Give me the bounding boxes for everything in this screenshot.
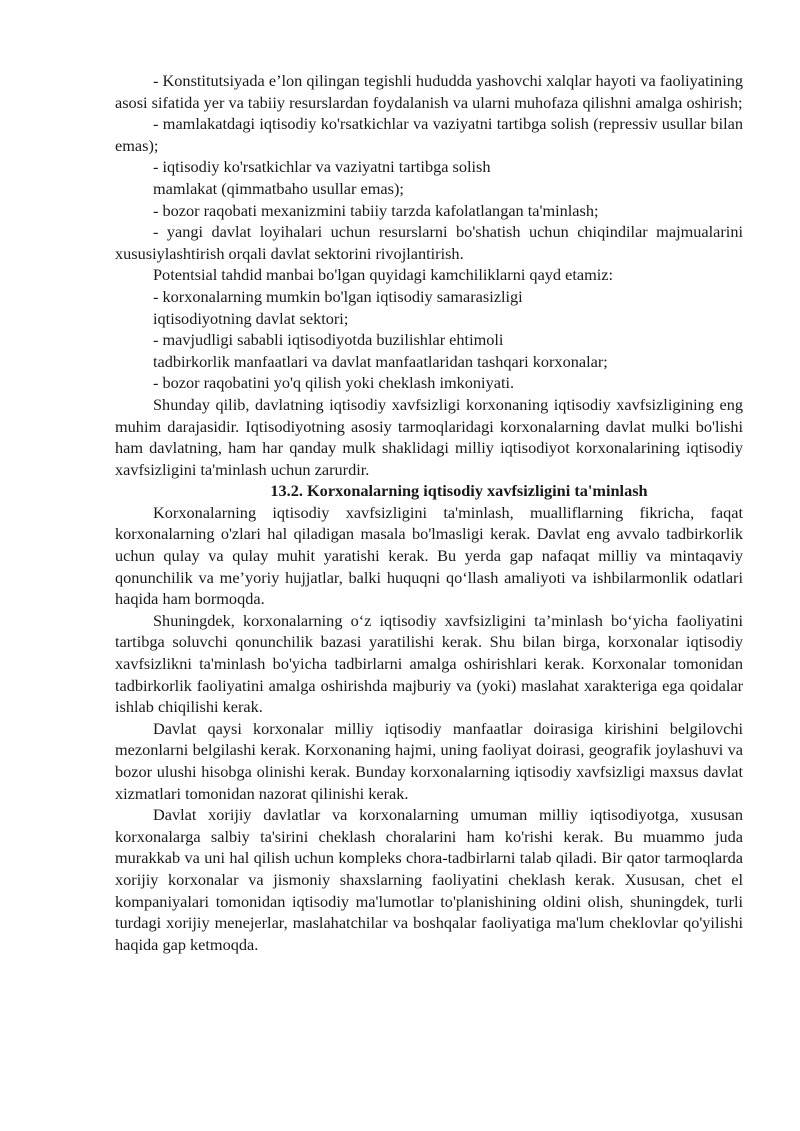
paragraph: - bozor raqobati mexanizmini tabiiy tarzda kafolatlangan ta'minlash; (153, 200, 599, 220)
section-heading: 13.2. Korxonalarning iqtisodiy xavfsizligini ta'minlash (270, 481, 648, 501)
paragraph: - mavjudligi sababli iqtisodiyotda buzilishlar ehtimoli (153, 330, 504, 350)
paragraph: mamlakat (qimmatbaho usullar emas); (153, 178, 404, 198)
paragraph: Potentsial tahdid manbai bo'lgan quyidagi kamchiliklarni qayd etamiz: (153, 265, 614, 285)
paragraph: Davlat xorijiy davlatlar va korxonalarning umuman milliy iqtisodiyotga, xususan korxonalarga salbiy ta'sirini cheklash choralarini ham ko'rishi kerak. Bu muammo juda murakkab va uni hal qilish uchun kompleks chora-tadbirlarni talab qiladi. Bir qator tarmoqlarda xorijiy korxonalar va jismoniy shaxslarning faoliyatini cheklash kerak. Xususan, chet el kompaniyalari tomonidan iqtisodiy ma'lumotlar to'planishining oldini olish, shuningdek, turli turdagi xorijiy menejerlar, maslahatchilar va boshqalar faoliyatiga ma'lum cheklovlar qo'yilishi haqida gap ketmoqda. (115, 805, 743, 954)
paragraph: tadbirkorlik manfaatlari va davlat manfaatlaridan tashqari korxonalar; (153, 351, 608, 371)
paragraph: Korxonalarning iqtisodiy xavfsizligini ta'minlash, mualliflarning fikricha, faqat korxonalarning o'zlari hal qiladigan masala bo'lmasligi kerak. Davlat eng avvalo tadbirkorlik uchun qulay va qulay muhit yaratishi kerak. Bu yerda gap nafaqat milliy va mintaqaviy qonunchilik va me’yoriy hujjatlar, balki huquqni qo‘llash amaliyoti va ishbilarmonlik odatlari haqida ham bormoqda. (115, 502, 743, 609)
paragraph: - bozor raqobatini yo'q qilish yoki cheklash imkoniyati. (153, 373, 515, 393)
paragraph: - Konstitutsiyada e’lon qilingan tegishli hududda yashovchi xalqlar hayoti va faoliyatining asosi sifatida yer va tabiiy resurslardan foydalanish va ularni muhofaza qilishni amalga oshirish; (115, 71, 743, 112)
paragraph: - mamlakatdagi iqtisodiy ko'rsatkichlar va vaziyatni tartibga solish (repressiv usullar bilan emas); (115, 114, 743, 155)
paragraph: - korxonalarning mumkin bo'lgan iqtisodiy samarasizligi (153, 286, 523, 306)
paragraph: - iqtisodiy ko'rsatkichlar va vaziyatni tartibga solish (153, 157, 491, 177)
paragraph: Shuningdek, korxonalarning o‘z iqtisodiy xavfsizligini ta’minlash bo‘yicha faoliyatini tartibga soluvchi qonunchilik bazasi yaratilishi kerak. Shu bilan birga, korxonalar iqtisodiy xavfsizlikni ta'minlash bo'yicha tadbirlarni amalga oshirishlari kerak. Korxonalar tomonidan tadbirkorlik faoliyatini amalga oshirishda majburiy va (yoki) maslahat xarakteriga ega qoidalar ishlab chiqilishi kerak. (115, 610, 743, 717)
paragraph: Davlat qaysi korxonalar milliy iqtisodiy manfaatlar doirasiga kirishini belgilovchi mezonlarni belgilashi kerak. Korxonaning hajmi, uning faoliyat doirasi, geografik joylashuvi va bozor ulushi hisobga olinishi kerak. Bunday korxonalarning iqtisodiy xavfsizligi maxsus davlat xizmatlari tomonidan nazorat qilinishi kerak. (115, 718, 743, 803)
document-page (115, 70, 743, 955)
paragraph: - yangi davlat loyihalari uchun resurslarni bo'shatish uchun chiqindilar majmualarini xususiylashtirish orqali davlat sektorini rivojlantirish. (115, 222, 743, 263)
paragraph: iqtisodiyotning davlat sektori; (153, 308, 349, 328)
paragraph: Shunday qilib, davlatning iqtisodiy xavfsizligi korxonaning iqtisodiy xavfsizligining eng muhim darajasidir. Iqtisodiyotning asosiy tarmoqlaridagi korxonalarning davlat mulki bo'lishi ham davlatning, ham har qanday mulk shaklidagi milliy iqtisodiyot korxonalarining iqtisodiy xavfsizligini ta'minlash uchun zarurdir. (115, 394, 743, 479)
